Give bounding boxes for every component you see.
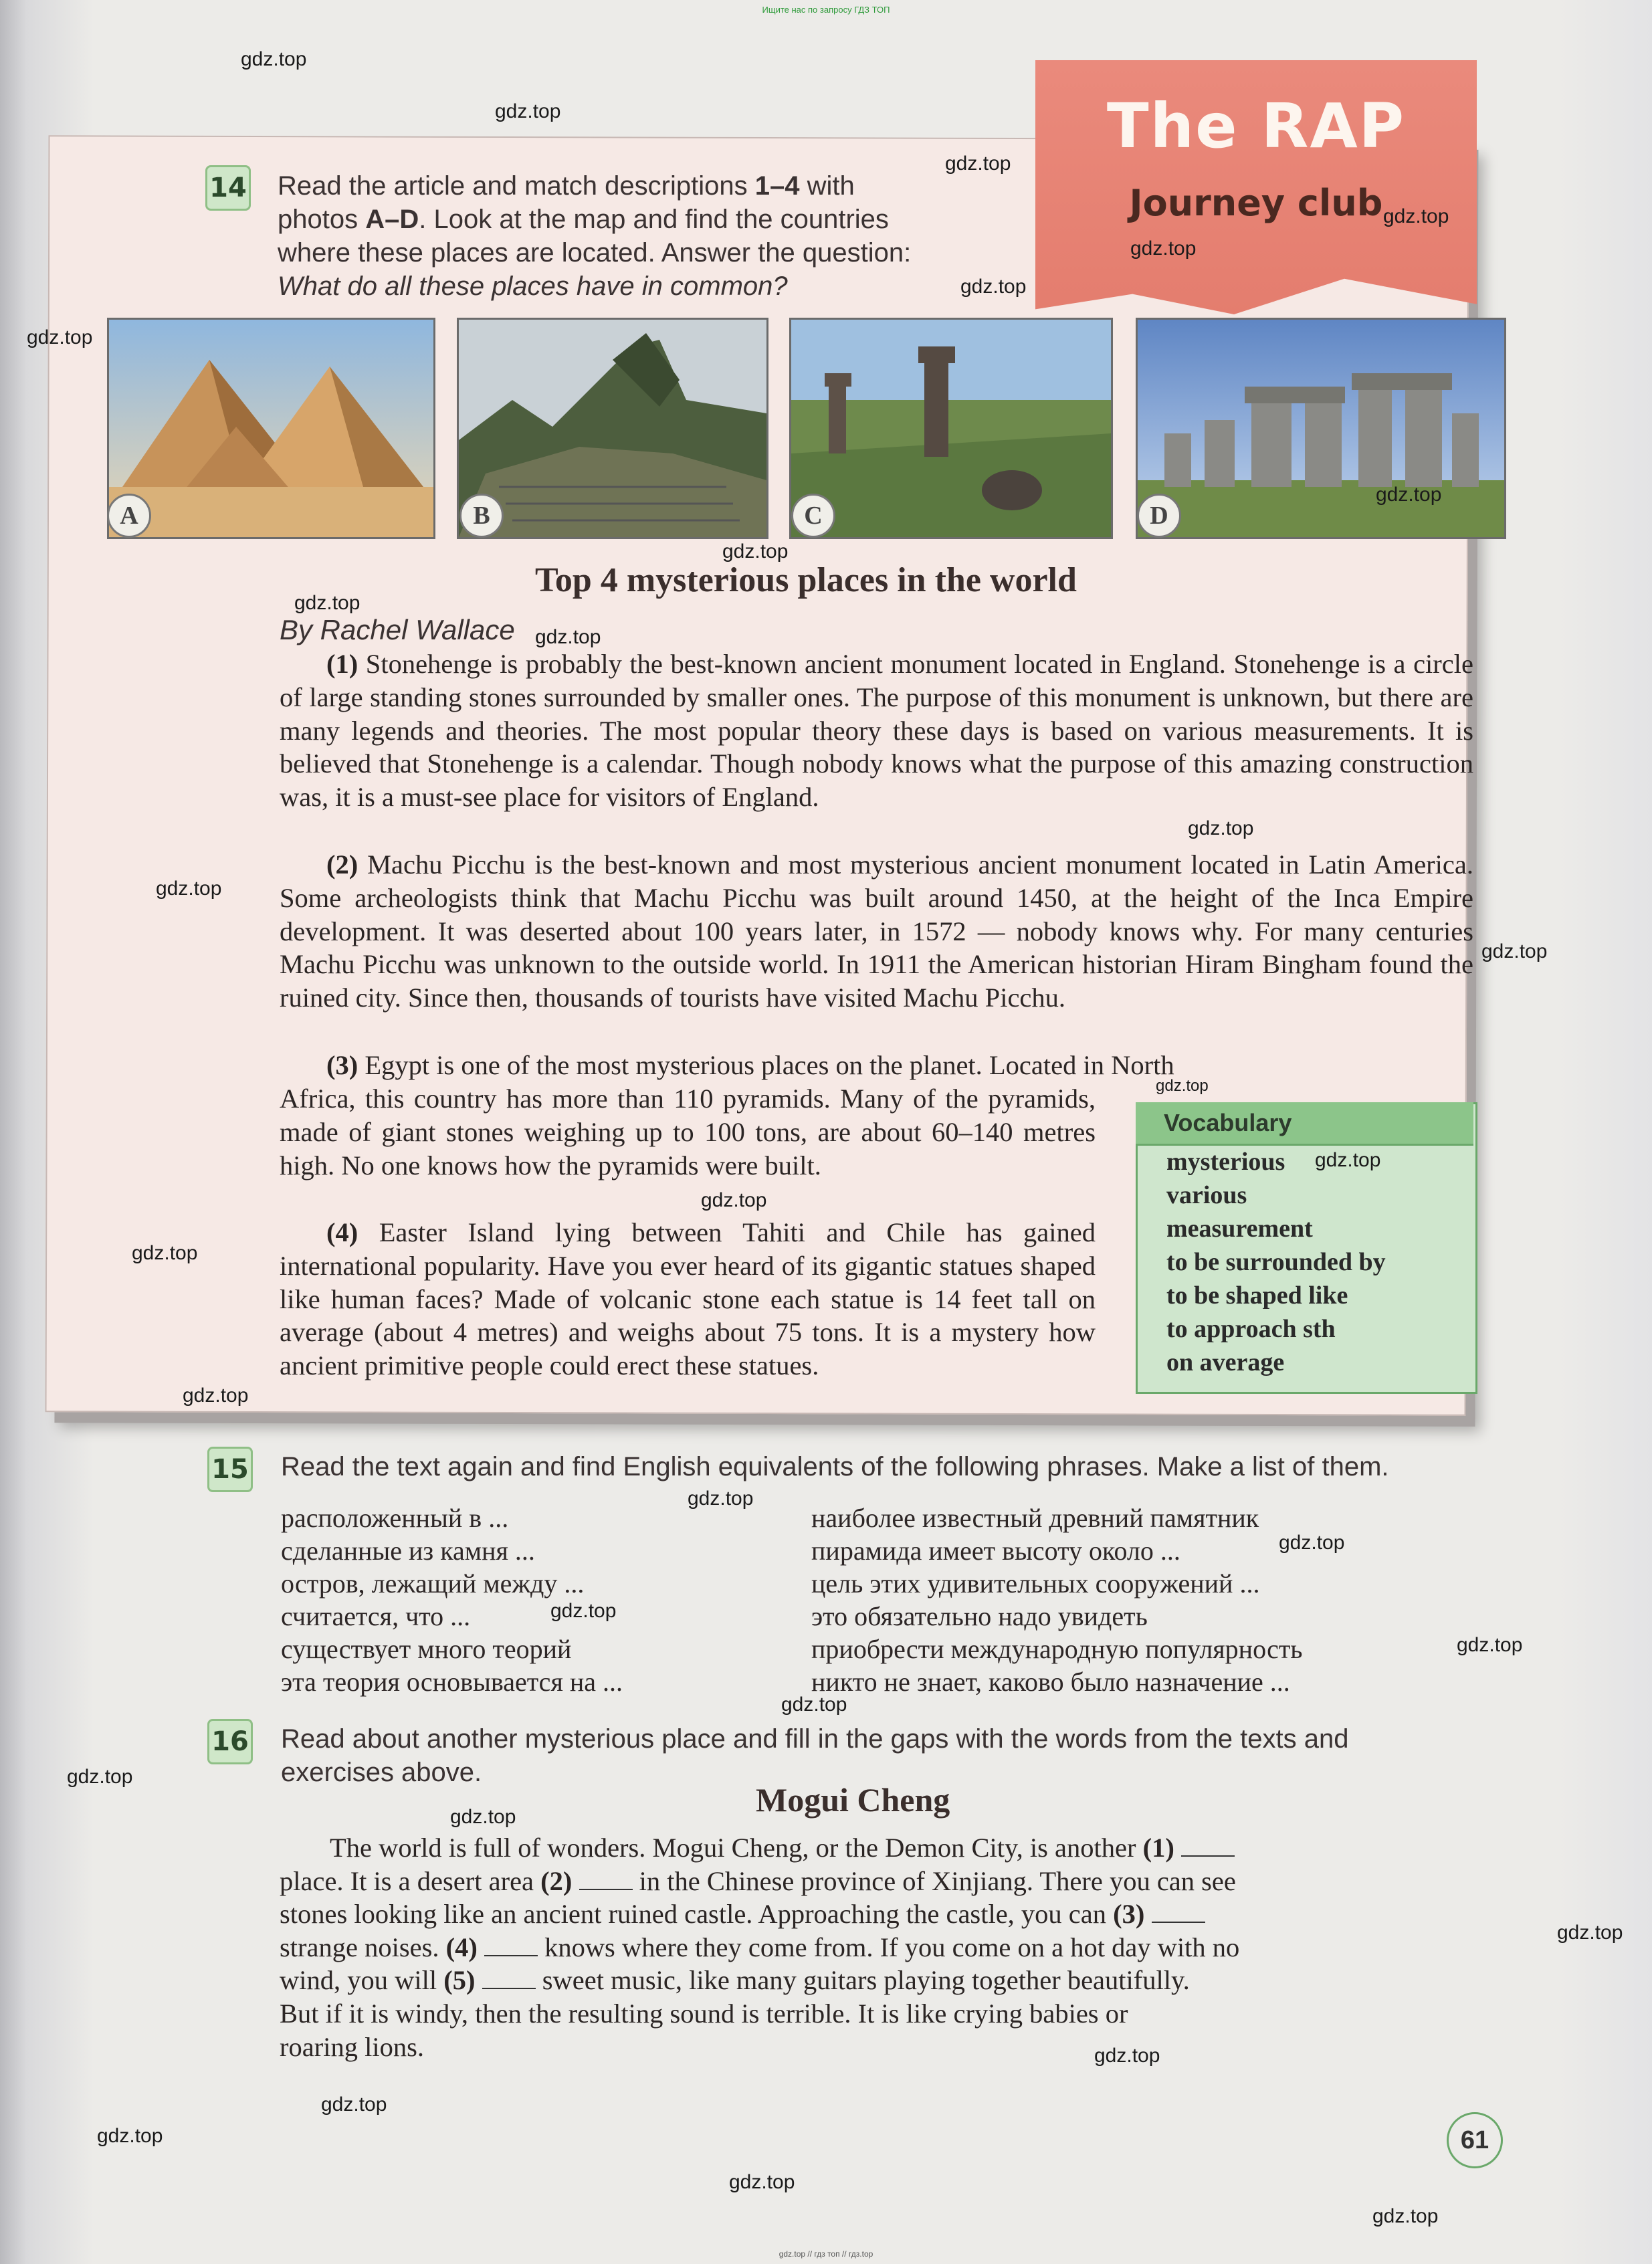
photo-b-letter: B: [459, 494, 504, 538]
top-banner[interactable]: Ищите нас по запросу ГДЗ ТОП: [762, 5, 890, 15]
watermark: gdz.top: [729, 2171, 795, 2193]
vocabulary-item: mysterious: [1166, 1148, 1285, 1176]
watermark: gdz.top: [1557, 1922, 1623, 1944]
gap-2[interactable]: [579, 1869, 633, 1890]
phrase-ru: расположенный в ...: [281, 1503, 509, 1533]
article-author: By Rachel Wallace: [280, 614, 515, 645]
stonehenge-image: [1138, 320, 1504, 537]
gap-1[interactable]: [1181, 1835, 1235, 1857]
machu-picchu-image: [459, 320, 766, 537]
photo-d-stonehenge: [1136, 318, 1506, 539]
watermark: gdz.top: [495, 100, 561, 122]
photo-c-letter: C: [791, 494, 835, 538]
article-paragraph-3-first-line: (3) Egypt is one of the most mysterious places on the planet. Located in North: [326, 1050, 1174, 1080]
watermark: gdz.top: [321, 2093, 387, 2116]
rap-banner-subtitle: Journey club: [1129, 182, 1383, 224]
watermark: gdz.top: [535, 626, 601, 648]
article-paragraph-4: (4) Easter Island lying between Tahiti and Chile has gained international popularity. Have you ever heard of its gigantic statues shaped like human faces? Made of volcanic stone each statue is 14 feet tall on average (about 4 metres) and weighs about 75 tons. It is a mystery how ancient primitive people could erect these statues.: [280, 1217, 1096, 1381]
vocabulary-item: to be shaped like: [1166, 1281, 1348, 1310]
watermark: gdz.top: [241, 48, 307, 70]
photo-a-pyramids: [107, 318, 435, 539]
phrase-ru: цель этих удивительных сооружений ...: [811, 1568, 1260, 1599]
phrase-ru: сделанные из камня ...: [281, 1536, 535, 1566]
watermark: gdz.top: [1372, 2205, 1439, 2227]
phrase-ru: пирамида имеет высоту около ...: [811, 1536, 1180, 1566]
phrase-ru: это обязательно надо увидеть: [811, 1601, 1148, 1631]
exercise-14-instruction: Read the article and match descriptions 1–4 with photos A–D. Look at the map and find the countries where these places are located. Answer the question: What do all these places have in common?: [278, 171, 912, 301]
vocabulary-item: to be surrounded by: [1166, 1248, 1386, 1276]
exercise-15-badge: 15: [207, 1447, 253, 1492]
pyramids-image: [109, 320, 433, 537]
watermark: gdz.top: [1188, 817, 1254, 839]
vocabulary-item: to approach sth: [1166, 1315, 1336, 1343]
watermark: gdz.top: [27, 326, 93, 348]
watermark: gdz.top: [1481, 940, 1548, 962]
phrase-ru: эта теория основывается на ...: [281, 1667, 623, 1697]
phrase-ru: наиболее известный древний памятник: [811, 1503, 1259, 1533]
phrase-ru: существует много теорий: [281, 1634, 572, 1664]
watermark: gdz.top: [688, 1487, 754, 1510]
exercise-16-badge: 16: [207, 1719, 253, 1764]
mogui-cheng-text: The world is full of wonders. Mogui Cheng, or the Demon City, is another (1) place. It is a desert area (2) in the Chinese province of Xinjiang. There you can see stones looking like an ancient ruined castle. Approaching the castle, you can (3) strange noises. (4) knows where they come from. If you come on a hot day with no wind, you will (5) sweet music, like many guitars playing together beautifully. But if it is windy, then the resulting sound is terrible. It is like crying babies or roaring lions.: [280, 1833, 1240, 2062]
phrase-ru: остров, лежащий между ...: [281, 1568, 585, 1599]
watermark: gdz.top: [294, 592, 360, 614]
exercise-15-right-list: [811, 1502, 1303, 1698]
gap-5[interactable]: [482, 1968, 536, 1989]
watermark: gdz.top: [1457, 1634, 1523, 1656]
exercise-15-instruction: Read the text again and find English equivalents of the following phrases. Make a list of them.: [281, 1452, 1389, 1481]
phrase-ru: никто не знает, каково было назначение ...: [811, 1667, 1290, 1697]
article-paragraph-1: (1) Stonehenge is probably the best-known ancient monument located in England. Stonehenge is a circle of large standing stones surrounded by smaller ones. The purpose of this monument is unknown, but there are many legends and theories. The most popular theory these days is based on various measurements. It is believed that Stonehenge is a calendar. Though nobody knows what the purpose of this amazing construction was, it is a must-see place for visitors of England.: [280, 649, 1473, 813]
watermark: gdz.top: [97, 2125, 163, 2147]
phrase-ru: считается, что ...: [281, 1601, 471, 1631]
vocabulary-item: measurement: [1166, 1215, 1313, 1243]
article-paragraph-3: Africa, this country has more than 110 pyramids. Many of the pyramids, made of giant stones weighing up to 100 tons, are about 60–140 metres high. No one knows how the pyramids were built.: [280, 1084, 1096, 1180]
watermark: gdz.top: [183, 1384, 249, 1407]
watermark: gdz.top: [1376, 484, 1442, 506]
exercise-16-instruction: Read about another mysterious place and fill in the gaps with the words from the texts and exercises above.: [281, 1724, 1349, 1787]
watermark: gdz.top: [67, 1766, 133, 1788]
watermark: gdz.top: [722, 540, 789, 562]
gap-3[interactable]: [1152, 1901, 1205, 1923]
watermark: gdz.top: [156, 878, 222, 900]
photo-c-easter-island: [789, 318, 1113, 539]
watermark: gdz.top: [1156, 1077, 1209, 1095]
watermark: gdz.top: [1130, 237, 1197, 260]
watermark: gdz.top: [960, 276, 1027, 298]
photo-b-machu-picchu: [457, 318, 768, 539]
mogui-cheng-title: Mogui Cheng: [756, 1781, 950, 1819]
vocabulary-item: various: [1166, 1181, 1247, 1209]
bottom-banner[interactable]: gdz.top // гдз топ // гдз.top: [779, 2249, 873, 2259]
article-title: Top 4 mysterious places in the world: [535, 561, 1077, 599]
vocabulary-title: Vocabulary: [1136, 1102, 1473, 1146]
vocabulary-item: on average: [1166, 1348, 1285, 1376]
gap-4[interactable]: [484, 1935, 538, 1956]
rap-banner-title: The RAP: [1106, 90, 1406, 162]
watermark: gdz.top: [550, 1600, 617, 1622]
watermark: gdz.top: [781, 1693, 847, 1716]
watermark: gdz.top: [701, 1189, 767, 1211]
photo-d-letter: D: [1137, 494, 1181, 538]
watermark: gdz.top: [1094, 2045, 1160, 2067]
watermark: gdz.top: [1279, 1532, 1345, 1554]
article-paragraph-2: (2) Machu Picchu is the best-known and most mysterious ancient monument located in Latin America. Some archeologists think that Machu Picchu was built around 1450, at the height of the Inca Empire development. It was deserted about 100 years later, in 1572 — nobody knows why. For many centuries Machu Picchu was unknown to the outside world. In 1911 the American historian Hiram Bingham found the ruined city. Since then, thousands of tourists have visited Machu Picchu.: [280, 849, 1473, 1013]
photo-a-letter: A: [107, 494, 151, 538]
watermark: gdz.top: [1315, 1149, 1381, 1171]
watermark: gdz.top: [132, 1242, 198, 1264]
easter-island-image: [791, 320, 1111, 537]
exercise-14-badge: 14: [205, 165, 251, 211]
watermark: gdz.top: [450, 1806, 516, 1828]
watermark: gdz.top: [1383, 205, 1449, 227]
phrase-ru: приобрести международную популярность: [811, 1634, 1303, 1664]
page-number: 61: [1447, 2112, 1503, 2168]
watermark: gdz.top: [945, 152, 1011, 175]
